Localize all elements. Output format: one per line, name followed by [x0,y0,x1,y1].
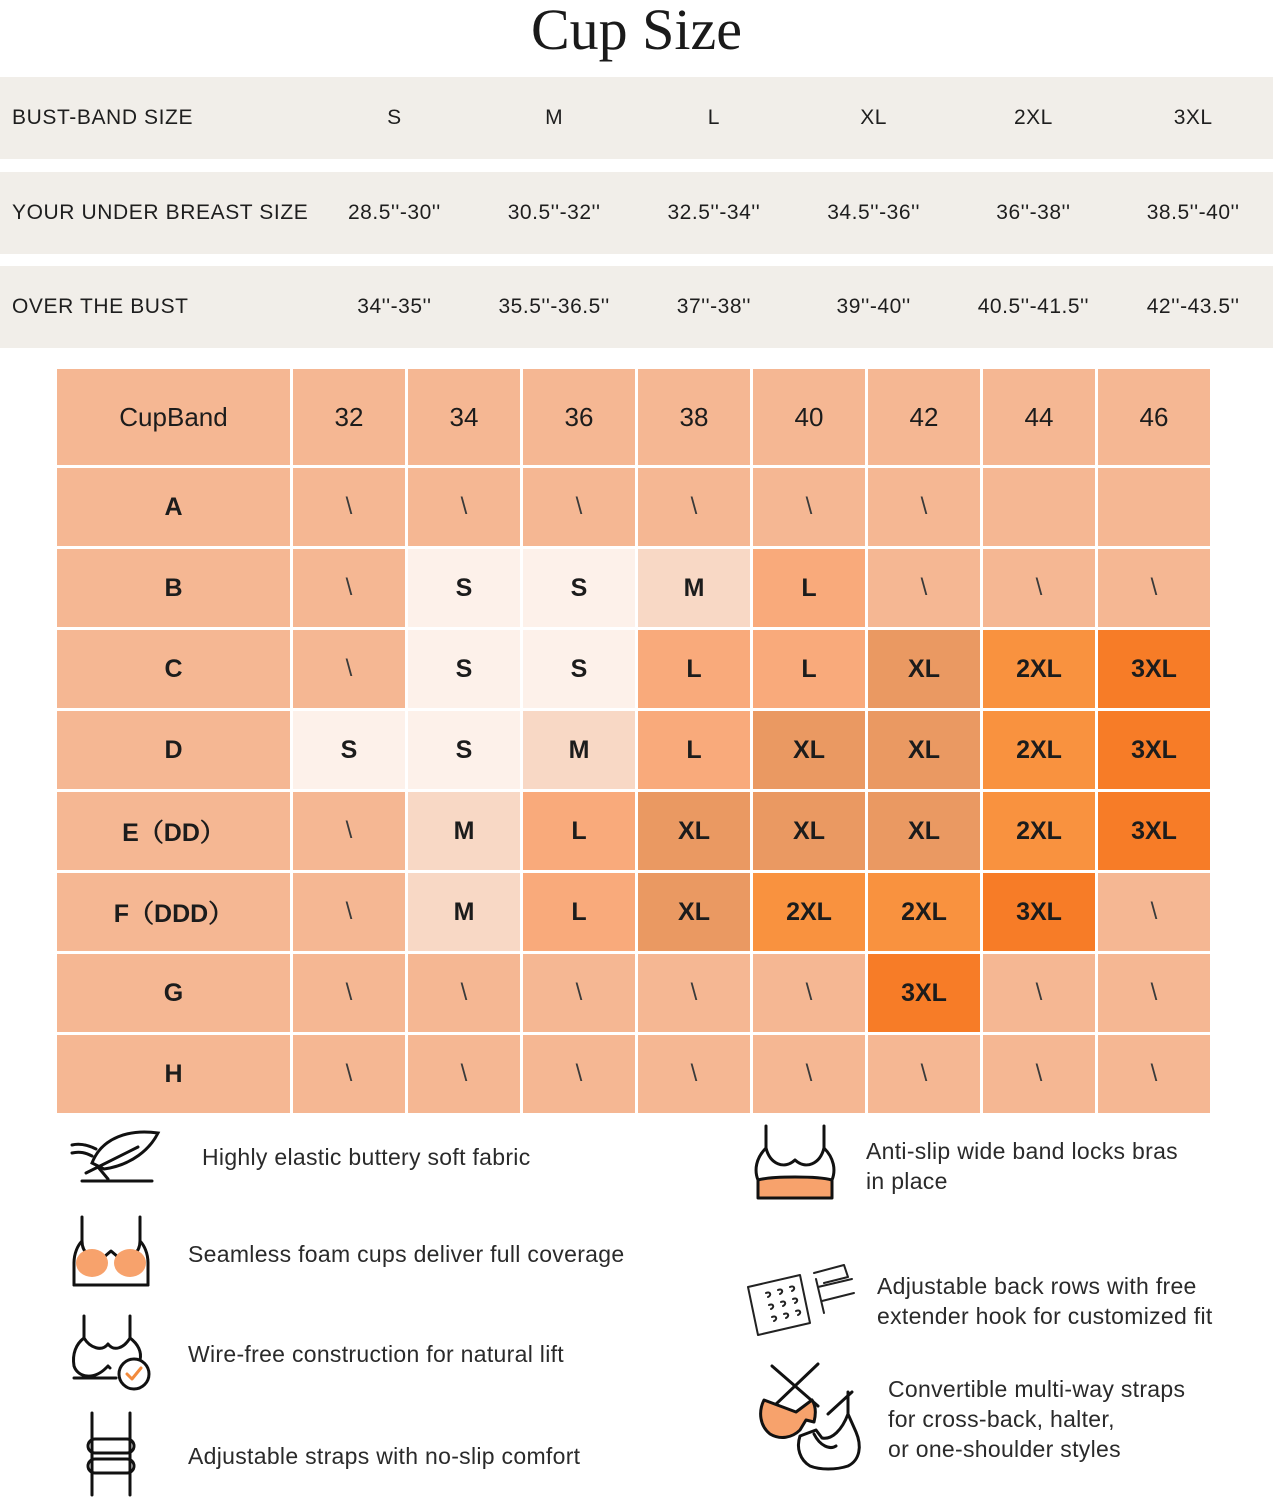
feature-item [68,1314,564,1394]
cup-label: H [57,1035,290,1113]
foam-cups-icon [68,1213,188,1296]
grid-cell-size: 3XL [1098,792,1210,870]
grid-cell-size: M [523,711,635,789]
grid-cell-empty: \ [293,549,405,627]
size-cell: M [545,106,564,129]
feature-text-line: or one-shoulder styles [888,1436,1121,1462]
grid-cell-empty: \ [868,549,980,627]
wide-band-bra-icon [752,1124,866,1209]
cup-label: D [57,711,290,789]
grid-cell-size: M [408,792,520,870]
grid-cell-empty: \ [638,1035,750,1113]
feature-text-line: Convertible multi-way straps [888,1376,1186,1402]
grid-cell-empty: \ [983,1035,1095,1113]
grid-cell-size: L [638,711,750,789]
grid-cell-size: XL [753,792,865,870]
grid-cell-empty: \ [638,954,750,1032]
band-header: 44 [983,369,1095,465]
grid-cell-empty: \ [983,954,1095,1032]
grid-cell-size: S [408,549,520,627]
grid-cell-empty: \ [868,468,980,546]
grid-cell-size: M [408,873,520,951]
grid-cell-size: S [293,711,405,789]
size-cell: 30.5''-32'' [507,201,601,224]
cup-band-grid [57,369,1208,1119]
grid-corner-label: CupBand [57,369,290,465]
size-cell: 32.5''-34'' [667,201,761,224]
grid-cell-empty: \ [753,954,865,1032]
band-header: 32 [293,369,405,465]
grid-cell-size: XL [868,792,980,870]
size-cell: 34''-35'' [357,295,432,318]
grid-cell-empty: \ [293,873,405,951]
grid-cell-size: M [638,549,750,627]
grid-cell-empty: \ [753,468,865,546]
grid-cell-empty: \ [753,1035,865,1113]
row-label: OVER THE BUST [12,295,189,318]
feature-item [752,1126,1178,1206]
grid-cell-size: 3XL [1098,630,1210,708]
grid-cell-empty: \ [1098,549,1210,627]
grid-cell-empty: \ [293,630,405,708]
grid-cell-size: XL [638,792,750,870]
feature-item [68,1214,624,1294]
bust-band-size-row [0,77,1273,159]
grid-cell-size: 3XL [868,954,980,1032]
size-cell: 42''-43.5'' [1146,295,1240,318]
grid-cell-empty: \ [293,792,405,870]
band-header: 34 [408,369,520,465]
grid-cell-empty: \ [408,1035,520,1113]
grid-cell-size: XL [753,711,865,789]
under-breast-size-row [0,172,1273,254]
band-header: 46 [1098,369,1210,465]
grid-cell-size: L [638,630,750,708]
feature-text-line: in place [866,1168,948,1194]
grid-cell-empty: \ [523,1035,635,1113]
band-header: 36 [523,369,635,465]
feature-item [744,1256,1213,1346]
feature-text-line: Adjustable back rows with free [877,1273,1197,1299]
size-cell: 39''-40'' [836,295,911,318]
wire-free-bra-icon [68,1312,188,1397]
grid-cell-size: S [523,630,635,708]
band-header: 38 [638,369,750,465]
cup-label: F（DDD） [57,873,290,951]
grid-cell-empty: \ [293,1035,405,1113]
grid-cell-size: S [408,711,520,789]
cup-label: E（DD） [57,792,290,870]
page-title: Cup Size [530,0,743,62]
grid-cell-empty [983,468,1095,546]
grid-cell-empty: \ [408,954,520,1032]
feature-text: Adjustable straps with no-slip comfort [188,1443,581,1469]
feature-text: Highly elastic buttery soft fabric [202,1144,531,1170]
size-cell: 28.5''-30'' [348,201,441,224]
feature-item [68,1412,580,1500]
grid-cell-empty: \ [523,468,635,546]
size-cell: 36''-38'' [996,201,1071,224]
grid-cell-empty: \ [293,468,405,546]
grid-cell-size: L [753,630,865,708]
size-cell: 2XL [1013,106,1053,129]
hook-eye-icon [744,1257,877,1346]
grid-cell-empty: \ [638,468,750,546]
cup-label: B [57,549,290,627]
grid-cell-size: L [753,549,865,627]
feature-item [68,1122,531,1192]
cup-label: C [57,630,290,708]
over-the-bust-row [0,266,1273,348]
feather-icon [68,1123,202,1192]
row-label: BUST-BAND SIZE [12,106,194,129]
grid-cell-empty: \ [1098,873,1210,951]
size-cell: 34.5''-36'' [827,201,921,224]
size-cell: 35.5''-36.5'' [498,295,610,318]
feature-text: Wire-free construction for natural lift [188,1341,564,1367]
feature-text: Seamless foam cups deliver full coverage [188,1241,625,1267]
size-cell: XL [860,106,887,129]
size-cell: 37''-38'' [676,295,752,318]
feature-text [888,1374,1185,1464]
feature-text-line: extender hook for customized fit [877,1303,1213,1329]
feature-text [877,1271,1213,1331]
grid-cell-size: L [523,873,635,951]
convertible-straps-icon [756,1360,888,1479]
grid-cell-size: 2XL [983,630,1095,708]
grid-cell-empty: \ [408,468,520,546]
grid-cell-empty: \ [868,1035,980,1113]
strap-adjuster-icon [68,1411,188,1502]
size-cell: S [387,106,402,129]
size-cell: 3XL [1173,106,1213,129]
feature-text-line: Anti-slip wide band locks bras [866,1138,1178,1164]
feature-text-line: for cross-back, halter, [888,1406,1115,1432]
size-cell: 38.5''-40'' [1146,201,1240,224]
size-cell: 40.5''-41.5'' [977,295,1090,318]
feature-item [756,1360,1185,1478]
size-cell: L [707,106,720,129]
grid-cell-size: 2XL [983,792,1095,870]
grid-cell-size: 2XL [868,873,980,951]
grid-cell-empty: \ [293,954,405,1032]
feature-text [866,1136,1178,1196]
grid-cell-size: S [523,549,635,627]
grid-cell-size: S [408,630,520,708]
band-header: 40 [753,369,865,465]
band-header: 42 [868,369,980,465]
grid-cell-empty: \ [1098,954,1210,1032]
grid-cell-size: XL [638,873,750,951]
grid-cell-empty [1098,468,1210,546]
cup-label: G [57,954,290,1032]
grid-cell-size: XL [868,630,980,708]
grid-cell-size: XL [868,711,980,789]
grid-cell-size: 2XL [983,711,1095,789]
grid-cell-size: 3XL [983,873,1095,951]
row-label: YOUR UNDER BREAST SIZE [12,201,309,224]
grid-cell-empty: \ [983,549,1095,627]
grid-cell-size: 2XL [753,873,865,951]
cup-label: A [57,468,290,546]
grid-cell-empty: \ [523,954,635,1032]
grid-cell-empty: \ [1098,1035,1210,1113]
grid-cell-size: 3XL [1098,711,1210,789]
grid-cell-size: L [523,792,635,870]
